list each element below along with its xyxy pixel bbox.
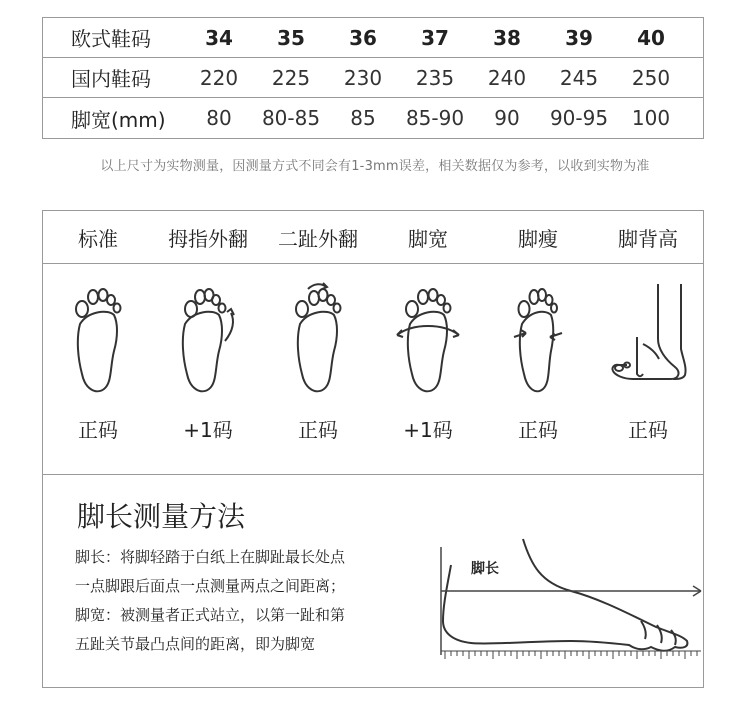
row-label: 脚宽(mm) [71,107,166,132]
row-label: 欧式鞋码 [71,27,151,51]
wide-foot-icon [373,264,483,414]
foot-type-name: 二趾外翻 [278,226,358,251]
size-cell: 220 [199,65,239,90]
size-cell: 80 [206,106,232,130]
narrow-foot-icon [483,264,593,414]
size-row-cn [43,58,703,98]
size-cell: 100 [631,106,671,130]
instruction-line: 一点脚跟后面点一点测量两点之间距离； [75,577,346,595]
standard-foot-icon [43,264,153,414]
foot-length-label: 脚长 [471,560,499,576]
foot-type-name: 脚宽 [408,226,448,251]
size-cell: 235 [415,65,455,90]
instruction-line: 脚宽：被测量者正式站立，以第一趾和第 [75,606,346,624]
size-cell: 85-90 [405,106,465,130]
measure-section [42,475,704,688]
size-cell: 245 [559,65,599,90]
bunion-foot-icon [153,264,263,414]
size-recommendation: 正码 [298,418,338,442]
size-cell: 38 [493,25,521,50]
size-recommendation: +1码 [403,418,453,442]
size-row-width [43,98,703,138]
foot-results-row [43,414,703,454]
foot-type-guide [42,210,704,475]
size-recommendation: +1码 [183,418,233,442]
foot-type-name: 标准 [78,226,118,251]
size-cell: 230 [343,65,383,90]
size-recommendation: 正码 [518,418,558,442]
instruction-line: 五趾关节最凸点间的距离，即为脚宽 [75,635,316,653]
foot-type-name: 拇指外翻 [168,226,248,251]
size-cell: 90 [494,106,520,130]
size-cell: 34 [205,25,233,50]
row-label: 国内鞋码 [71,67,151,91]
size-cell: 37 [421,25,449,50]
foot-icons-row [43,264,703,414]
size-cell: 225 [271,65,311,90]
high-instep-foot-icon [593,264,703,414]
size-recommendation: 正码 [78,418,118,442]
size-cell: 36 [349,25,377,50]
foot-type-name: 脚瘦 [518,226,558,251]
size-cell: 39 [565,25,593,50]
size-row-eu [43,18,703,58]
size-table [42,17,704,139]
size-cell: 40 [637,25,665,50]
size-cell: 250 [631,65,671,90]
size-cell: 240 [487,65,527,90]
size-cell: 85 [350,106,376,130]
size-cell: 80-85 [261,106,321,130]
size-cell: 90-95 [549,106,609,130]
size-cell: 35 [277,25,305,50]
foot-type-header [43,211,703,264]
foot-type-name: 脚背高 [618,226,678,251]
measurement-note: 以上尺寸为实物测量，因测量方式不同会有1-3mm误差，相关数据仅为参考，以收到实物为准 [100,159,650,174]
size-recommendation: 正码 [628,418,668,442]
second-toe-foot-icon [263,264,373,414]
measure-instructions [75,543,435,659]
instruction-line: 脚长：将脚轻踏于白纸上在脚趾最长处点 [75,548,346,566]
foot-length-diagram [431,535,721,669]
measure-title: 脚长测量方法 [77,500,246,533]
